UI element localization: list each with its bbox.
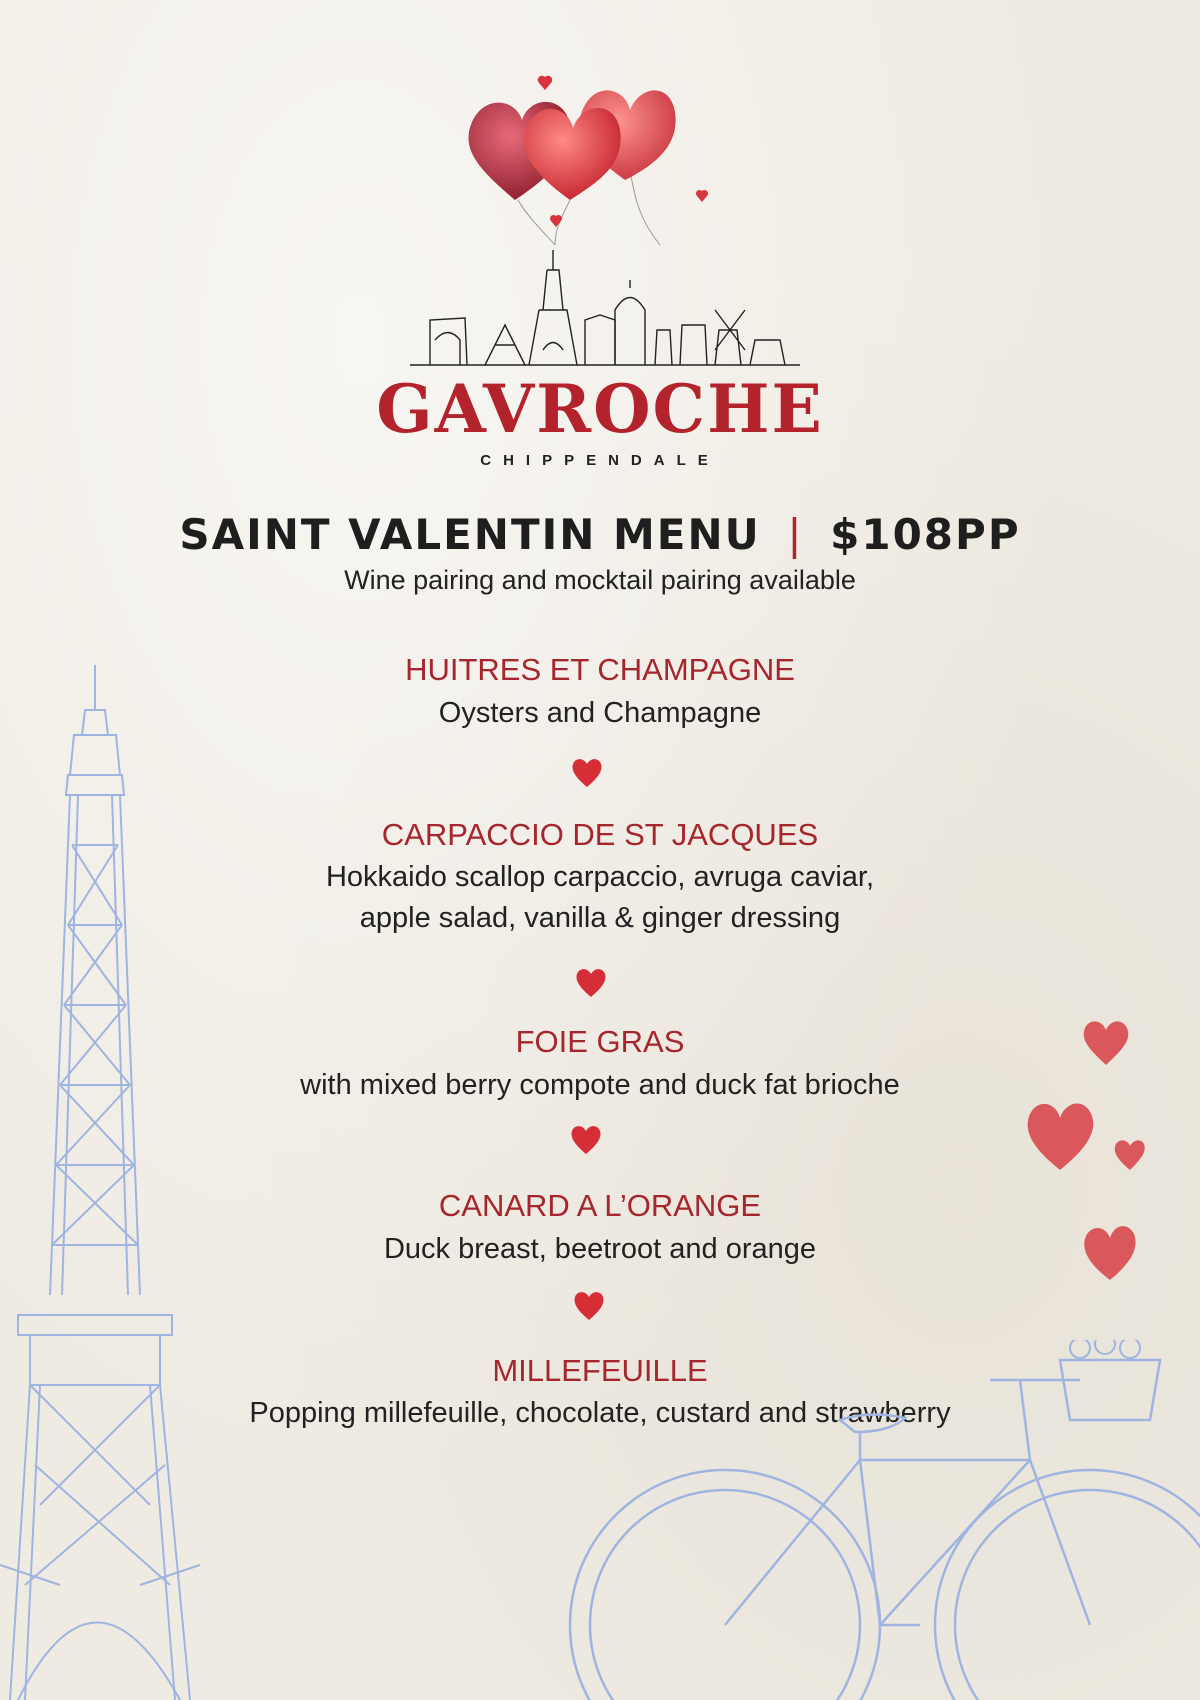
bicycle-icon bbox=[560, 1340, 1200, 1700]
menu-title bbox=[0, 510, 1200, 559]
menu-subtitle: Wine pairing and mocktail pairing available bbox=[344, 565, 856, 595]
heart-divider-icon bbox=[574, 965, 608, 999]
course-name: CANARD A L’ORANGE bbox=[438, 1188, 762, 1223]
heart-divider-icon bbox=[569, 1122, 603, 1156]
menu-price: $108PP bbox=[830, 510, 1021, 559]
heart-balloons-icon bbox=[460, 70, 730, 250]
course-description: apple salad, vanilla & ginger dressing bbox=[359, 902, 841, 934]
eiffel-tower-icon bbox=[0, 665, 200, 1700]
course-description: Popping millefeuille, chocolate, custard and strawberry bbox=[249, 1397, 951, 1429]
brand-logo: GAVROCHE bbox=[376, 370, 824, 448]
course-description: with mixed berry compote and duck fat brioche bbox=[300, 1069, 900, 1101]
title-separator: | bbox=[787, 510, 804, 559]
heart-divider-icon bbox=[572, 1288, 606, 1322]
course-description: Duck breast, beetroot and orange bbox=[383, 1233, 817, 1265]
heart-divider-icon bbox=[570, 755, 604, 789]
course-description: Oysters and Champagne bbox=[438, 697, 762, 729]
menu-title-text: SAINT VALENTIN MENU bbox=[179, 510, 761, 559]
course-name: FOIE GRAS bbox=[515, 1024, 685, 1059]
floating-hearts-icon bbox=[1010, 1010, 1180, 1290]
course-description: Hokkaido scallop carpaccio, avruga caviar, bbox=[325, 861, 875, 893]
course-name: HUITRES ET CHAMPAGNE bbox=[405, 652, 795, 687]
brand-location: CHIPPENDALE bbox=[480, 452, 720, 469]
course-name: CARPACCIO DE ST JACQUES bbox=[381, 817, 819, 852]
paris-skyline-icon bbox=[405, 250, 805, 380]
course-name: MILLEFEUILLE bbox=[492, 1353, 708, 1388]
